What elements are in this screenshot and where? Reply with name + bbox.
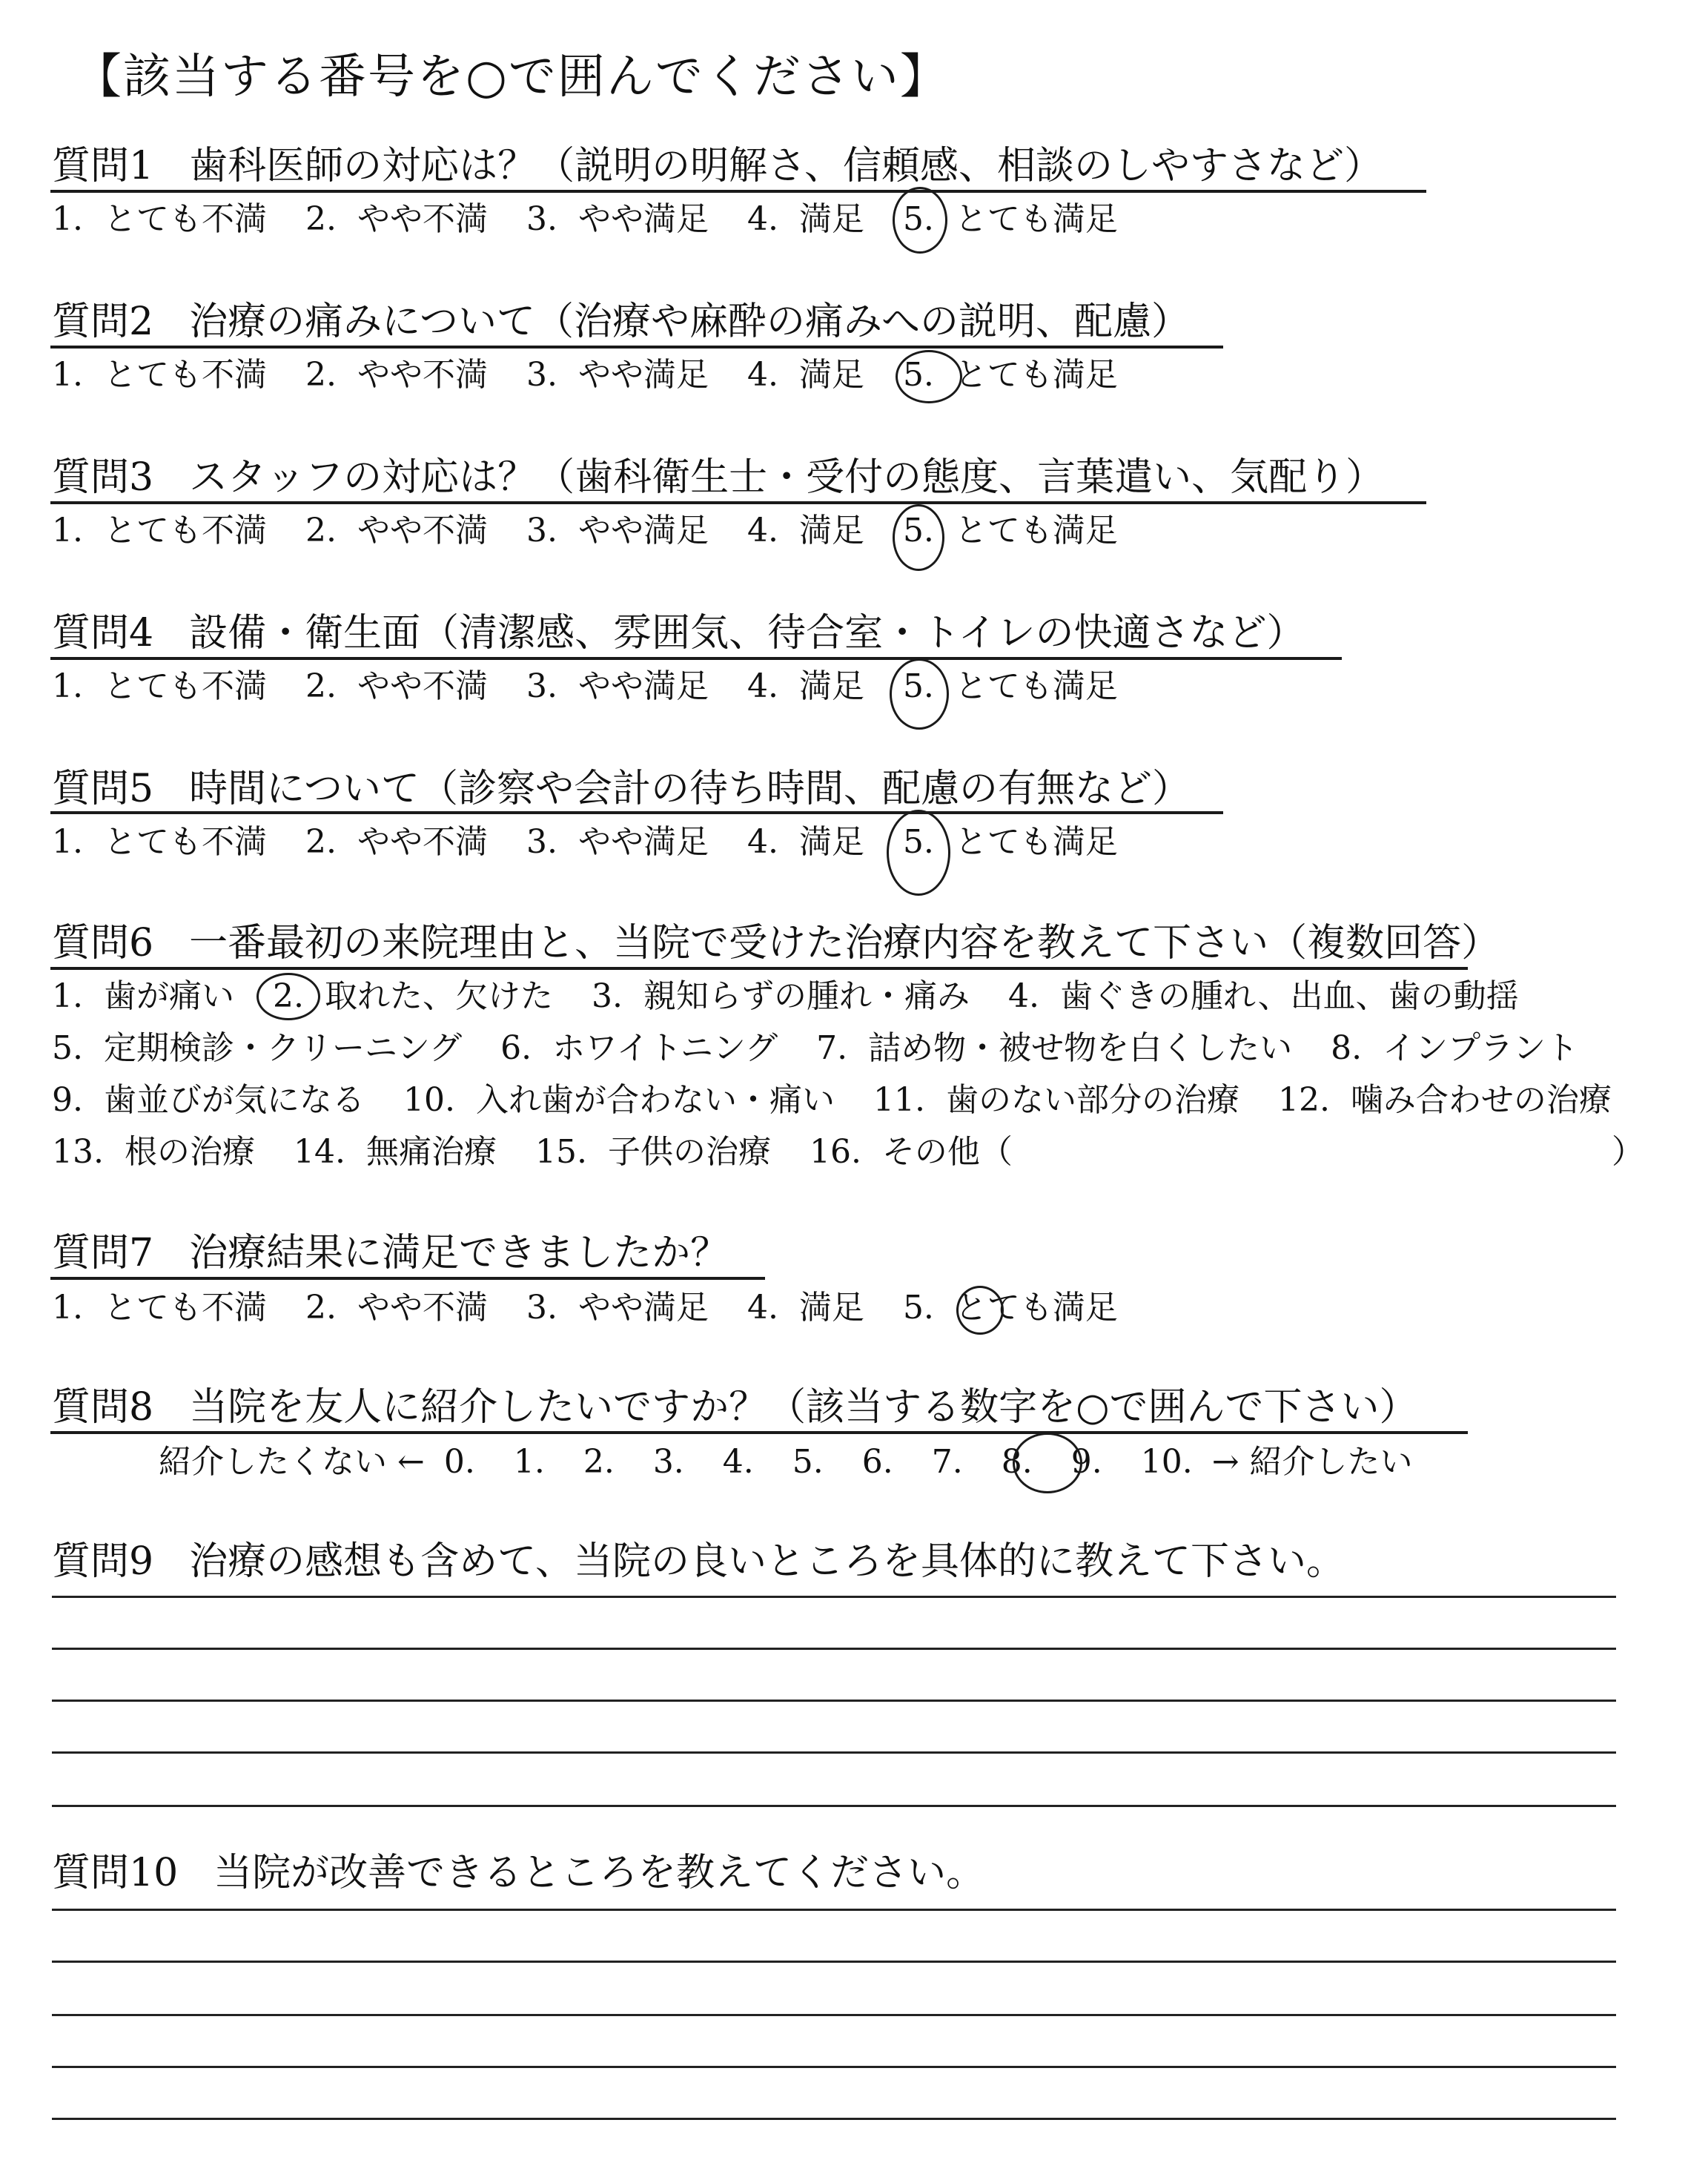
option-13[interactable]: 13. 根の治療 (52, 1133, 255, 1171)
question-text: 一番最初の来院理由と、当院で受けた治療内容を教えて下さい（複数回答） (189, 921, 1500, 965)
question-3-title (52, 454, 1384, 501)
question-label: 質問1 (52, 144, 154, 188)
option-2[interactable]: 2. やや不満 (305, 200, 488, 238)
question-6-options-row-3 (52, 1080, 1612, 1121)
page-title: 【該当する番号を○で囲んでください】 (74, 50, 949, 105)
question-underline (50, 657, 1342, 660)
question-6-options-row-4 (52, 1132, 1013, 1173)
answer-line[interactable] (52, 1909, 1616, 1911)
question-5-title (52, 765, 1191, 813)
scale-6[interactable]: 6. (861, 1443, 893, 1481)
option-5[interactable]: 5. とても満足 (902, 356, 1118, 394)
question-7-options (52, 1287, 1118, 1329)
question-underline (50, 1277, 765, 1280)
scale-left-label: 紹介したくない ← (159, 1443, 425, 1481)
option-2[interactable]: 2. やや不満 (305, 512, 488, 549)
question-text: 時間について（診察や会計の待ち時間、配慮の有無など） (189, 767, 1191, 811)
option-1[interactable]: 1. とても不満 (52, 823, 267, 861)
question-10-title (52, 1849, 984, 1897)
option-1[interactable]: 1. 歯が痛い (52, 977, 234, 1015)
option-6[interactable]: 6. ホワイトニング (500, 1029, 778, 1067)
question-6-options-row-2 (52, 1028, 1578, 1069)
question-text: 設備・衛生面（清潔感、雰囲気、待合室・トイレの快適さなど） (189, 611, 1305, 655)
option-1[interactable]: 1. とても不満 (52, 667, 267, 705)
option-4[interactable]: 4. 満足 (747, 512, 864, 549)
option-1[interactable]: 1. とても不満 (52, 356, 267, 394)
scale-9[interactable]: 9. (1070, 1443, 1102, 1481)
question-label: 質問10 (52, 1851, 179, 1895)
question-label: 質問4 (52, 611, 154, 655)
option-3[interactable]: 3. やや満足 (526, 512, 709, 549)
question-2-options (52, 354, 1118, 396)
option-14[interactable]: 14. 無痛治療 (293, 1133, 497, 1171)
option-11[interactable]: 11. 歯のない部分の治療 (873, 1081, 1239, 1119)
option-4[interactable]: 4. 歯ぐきの腫れ、出血、歯の動揺 (1007, 977, 1519, 1015)
option-8[interactable]: 8. インプラント (1331, 1029, 1579, 1067)
question-2-title (52, 298, 1190, 346)
option-5[interactable]: 5. とても満足 (902, 667, 1118, 705)
option-4[interactable]: 4. 満足 (747, 200, 864, 238)
question-label: 質問7 (52, 1231, 154, 1275)
answer-line[interactable] (52, 1596, 1616, 1598)
option-5[interactable]: 5. とても満足 (902, 1289, 1118, 1327)
option-2[interactable]: 2. やや不満 (305, 356, 488, 394)
option-4[interactable]: 4. 満足 (747, 667, 864, 705)
option-5[interactable]: 5. とても満足 (902, 823, 1118, 861)
question-text: 治療結果に満足できましたか？ (189, 1231, 729, 1275)
option-4[interactable]: 4. 満足 (747, 823, 864, 861)
question-9-title (52, 1538, 1345, 1585)
question-1-title (52, 142, 1383, 190)
question-4-options (52, 666, 1118, 707)
scale-10[interactable]: 10. (1140, 1443, 1193, 1481)
option-5[interactable]: 5. とても満足 (902, 512, 1118, 549)
question-text: 当院が改善できるところを教えてください。 (214, 1851, 985, 1895)
answer-line[interactable] (52, 1805, 1616, 1807)
option-7[interactable]: 7. 詰め物・被せ物を白くしたい (816, 1029, 1293, 1067)
question-7-title (52, 1229, 729, 1277)
option-1[interactable]: 1. とても不満 (52, 200, 267, 238)
question-6-title (52, 919, 1500, 967)
answer-line[interactable] (52, 1648, 1616, 1650)
question-label: 質問3 (52, 455, 154, 500)
question-underline (50, 346, 1223, 349)
option-10[interactable]: 10. 入れ歯が合わない・痛い (403, 1081, 835, 1119)
question-underline (50, 967, 1468, 970)
scale-7[interactable]: 7. (931, 1443, 963, 1481)
option-3[interactable]: 3. やや満足 (526, 823, 709, 861)
answer-line[interactable] (52, 2014, 1616, 2016)
other-close-paren: ） (1612, 1133, 1644, 1171)
question-5-options (52, 822, 1118, 863)
scale-1[interactable]: 1. (513, 1443, 545, 1481)
scale-8[interactable]: 8. (1001, 1443, 1033, 1481)
question-label: 質問9 (52, 1539, 154, 1584)
option-3[interactable]: 3. やや満足 (526, 356, 709, 394)
answer-line[interactable] (52, 2118, 1616, 2120)
option-2[interactable]: 2. やや不満 (305, 1289, 488, 1327)
question-label: 質問6 (52, 921, 154, 965)
scale-5[interactable]: 5. (792, 1443, 824, 1481)
option-3[interactable]: 3. やや満足 (526, 200, 709, 238)
scale-0[interactable]: 0. (443, 1443, 475, 1481)
question-underline (50, 501, 1426, 504)
question-8-title (52, 1384, 1417, 1431)
question-underline (50, 190, 1426, 193)
question-4-title (52, 610, 1305, 657)
scale-4[interactable]: 4. (722, 1443, 754, 1481)
option-2[interactable]: 2. やや不満 (305, 823, 488, 861)
option-3[interactable]: 3. 親知らずの腫れ・痛み (591, 977, 970, 1015)
option-5[interactable]: 5. 定期検診・クリーニング (52, 1029, 463, 1067)
question-text: 治療の感想も含めて、当院の良いところを具体的に教えて下さい。 (189, 1539, 1345, 1584)
option-15[interactable]: 15. 子供の治療 (534, 1133, 771, 1171)
question-underline (50, 1431, 1468, 1434)
option-12[interactable]: 12. 噛み合わせの治療 (1277, 1081, 1612, 1119)
question-1-options (52, 199, 1118, 240)
answer-line[interactable] (52, 1961, 1616, 1963)
option-9[interactable]: 9. 歯並びが気になる (52, 1081, 365, 1119)
question-8-scale (159, 1441, 1413, 1483)
option-16[interactable]: 16. その他（ (809, 1133, 1013, 1171)
option-4[interactable]: 4. 満足 (747, 356, 864, 394)
question-label: 質問5 (52, 767, 154, 811)
option-3[interactable]: 3. やや満足 (526, 1289, 709, 1327)
option-4[interactable]: 4. 満足 (747, 1289, 864, 1327)
option-1[interactable]: 1. とても不満 (52, 1289, 267, 1327)
answer-line[interactable] (52, 2066, 1616, 2068)
answer-line[interactable] (52, 1700, 1616, 1702)
option-1[interactable]: 1. とても不満 (52, 512, 267, 549)
question-text: 歯科医師の対応は？（説明の明解さ、信頼感、相談のしやすさなど） (189, 144, 1383, 188)
question-text: 当院を友人に紹介したいですか？（該当する数字を○で囲んで下さい） (189, 1385, 1418, 1430)
scale-right-label: → 紹介したい (1211, 1443, 1413, 1481)
answer-line[interactable] (52, 1751, 1616, 1754)
question-label: 質問8 (52, 1385, 154, 1430)
question-6-options-row-1 (52, 976, 1519, 1017)
option-2[interactable]: 2. 取れた、欠けた (272, 977, 553, 1015)
option-2[interactable]: 2. やや不満 (305, 667, 488, 705)
scale-3[interactable]: 3. (652, 1443, 684, 1481)
question-3-options (52, 510, 1118, 552)
scale-2[interactable]: 2. (583, 1443, 615, 1481)
question-underline (50, 811, 1223, 814)
option-3[interactable]: 3. やや満足 (526, 667, 709, 705)
question-text: 治療の痛みについて（治療や麻酔の痛みへの説明、配慮） (189, 300, 1191, 344)
question-label: 質問2 (52, 300, 154, 344)
question-text: スタッフの対応は？（歯科衛生士・受付の態度、言葉遣い、気配り） (189, 455, 1385, 500)
option-5[interactable]: 5. とても満足 (902, 200, 1118, 238)
